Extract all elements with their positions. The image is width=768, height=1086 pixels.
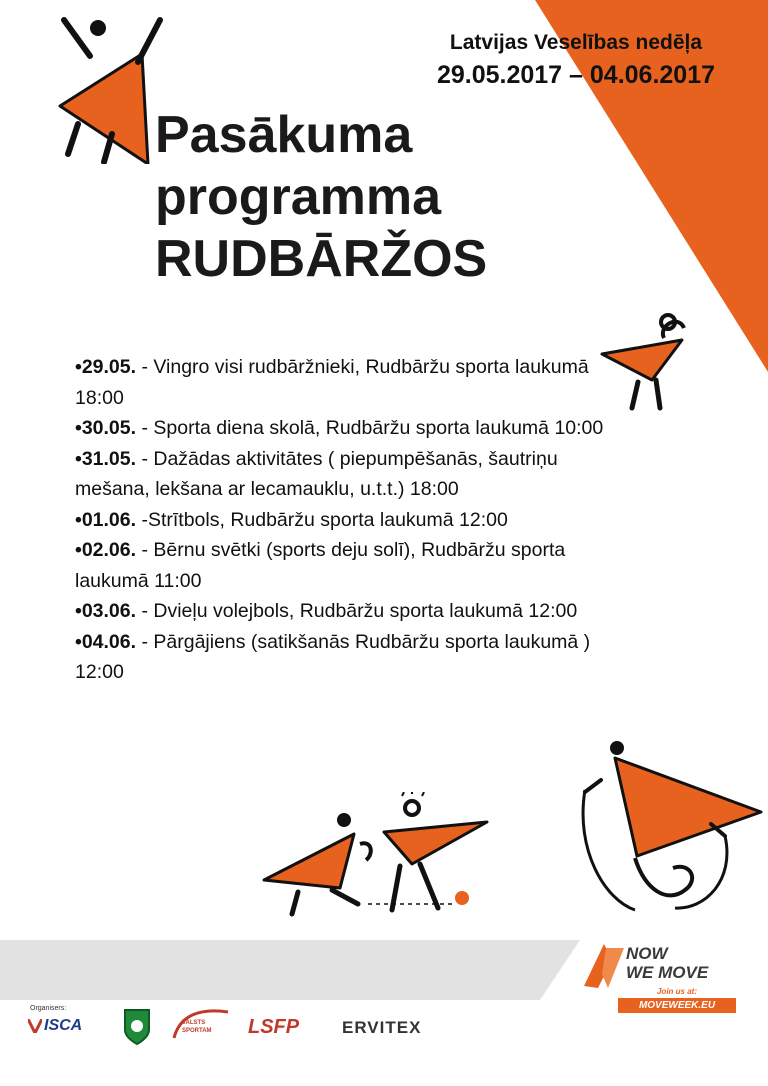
isca-logo-text: ISCA [44, 1017, 83, 1034]
lsfp-logo: LSFP [248, 1016, 300, 1038]
valsts-sportam-logo [170, 1006, 232, 1046]
lsfp-shield-logo-icon [123, 1008, 151, 1046]
isca-mark-icon [28, 1019, 42, 1033]
list-item [75, 444, 620, 505]
program-date: •31.05. [75, 447, 137, 470]
page-title [155, 104, 487, 290]
program-date: •03.06. [75, 600, 137, 622]
valsts-sportam-logo-text: VALSTS SPORTAM [182, 1020, 212, 1034]
program-date: •29.05. [75, 356, 137, 378]
title-line: Pasākuma [155, 106, 413, 164]
mascot-skipping-rope-icon [575, 740, 765, 920]
list-item [75, 596, 620, 627]
mascot-jumping-icon [50, 14, 170, 164]
program-list [75, 352, 620, 688]
organisers-label: Organisers: [30, 1005, 67, 1012]
title-line: RUDBĀRŽOS [155, 230, 488, 288]
program-date: •30.05. [75, 417, 137, 439]
mascots-football-icon [262, 792, 492, 917]
title-line: programma [155, 168, 442, 226]
program-text: -Strītbols, Rudbāržu sporta laukumā 12:00 [136, 508, 508, 531]
program-text: - Bērnu svētki (sports deju solī), Rudbāržu sporta laukumā 11:00 [75, 539, 566, 592]
program-text: - Pārgājiens (satikšanās Rudbāržu sporta laukumā ) 12:00 [75, 630, 591, 683]
program-text: - Dvieļu volejbols, Rudbāržu sporta laukumā 12:00 [136, 600, 578, 622]
ervitex-logo: ERVITEX [342, 1018, 422, 1037]
list-item [75, 627, 620, 688]
event-header [400, 28, 752, 92]
now-we-move-logo-icon [582, 942, 626, 990]
program-date: •02.06. [75, 539, 137, 561]
now-we-move-line: NOW [626, 944, 668, 963]
program-text: - Sporta diena skolā, Rudbāržu sporta laukumā 10:00 [136, 417, 604, 439]
list-item [75, 535, 620, 596]
list-item [75, 505, 620, 536]
join-us-text: Join us at: [656, 987, 697, 996]
event-dates: 29.05.2017 – 04.06.2017 [436, 61, 716, 89]
now-we-move-text [626, 944, 708, 982]
program-date: •04.06. [75, 630, 137, 653]
event-name: Latvijas Veselības nedēļa [449, 31, 703, 54]
list-item [75, 413, 620, 444]
list-item [75, 352, 620, 413]
program-text: - Vingro visi rudbāržnieki, Rudbāržu sporta laukumā 18:00 [75, 356, 589, 409]
program-text: - Dažādas aktivitātes ( piepumpēšanās, šautriņu mešana, lekšana ar lecamauklu, u.t.t.) 18:00 [75, 447, 558, 500]
program-date: •01.06. [75, 508, 137, 531]
moveweek-link[interactable]: MOVEWEEK.EU [618, 998, 736, 1013]
isca-logo [28, 1014, 103, 1040]
now-we-move-line: WE MOVE [626, 963, 709, 982]
